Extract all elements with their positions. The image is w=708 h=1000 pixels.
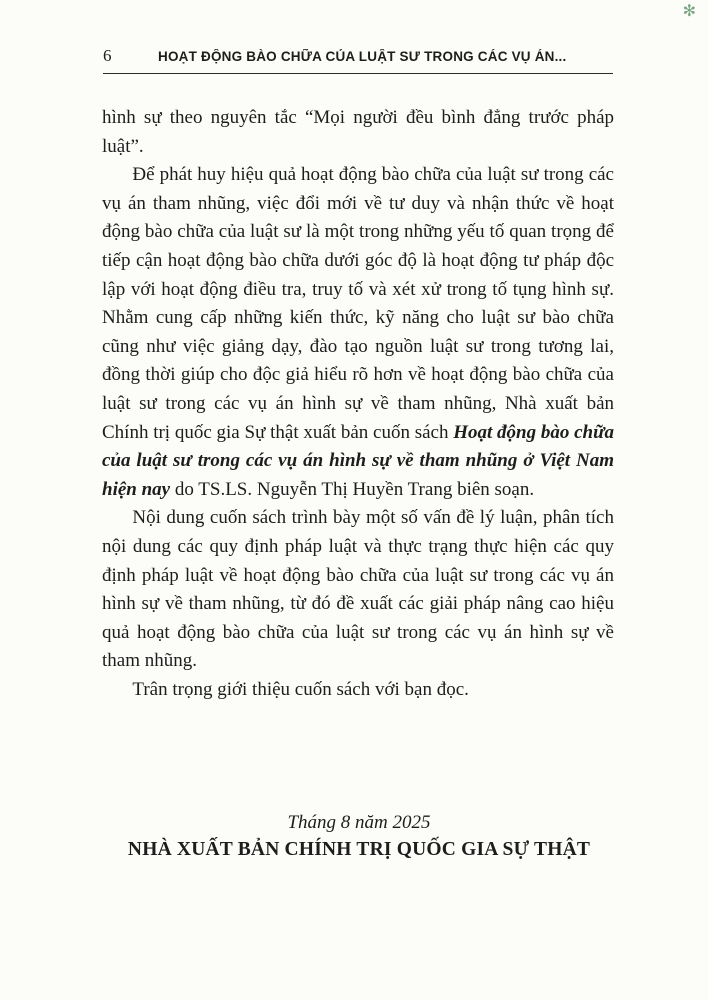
paragraph-text: do TS.LS. Nguyễn Thị Huyền Trang biên soạn. <box>170 478 535 500</box>
publication-date: Tháng 8 năm 2025 <box>287 812 431 833</box>
header-rule <box>103 73 613 74</box>
page-footer <box>103 812 615 861</box>
paragraph-closing: Trân trọng giới thiệu cuốn sách với bạn đọc. <box>132 678 469 700</box>
running-title: HOẠT ĐỘNG BÀO CHỮA CỦA LUẬT SƯ TRONG CÁC VỤ ÁN... <box>158 49 567 64</box>
paragraph-continuation: hình sự theo nguyên tắc “Mọi người đều bình đẳng trước pháp luật”. <box>102 107 614 157</box>
paragraph-text: Để phát huy hiệu quả hoạt động bào chữa của luật sư trong các vụ án tham nhũng, việc đổi mới về tư duy và nhận thức về hoạt động bào chữa của luật sư là một trong những yếu tố quan trọng để tiếp cận hoạt động bào chữa dưới góc độ là hoạt động tư pháp độc lập với hoạt động điều tra, truy tố và xét xử trong tố tụng hình sự. Nhằm cung cấp những kiến thức, kỹ năng cho luật sư bào chữa cũng như việc giảng dạy, đào tạo nguồn luật sư trong tương lai, đồng thời giúp cho độc giả hiểu rõ hơn về hoạt động bào chữa của luật sư trong các vụ án hình sự về tham nhũng, Nhà xuất bản Chính trị quốc gia Sự thật xuất bản cuốn sách <box>102 164 614 443</box>
book-title: Hoạt động bào chữa của luật sư trong các vụ án hình sự về tham nhũng ở Việt Nam hiện nay <box>102 421 614 500</box>
corner-ornament-icon: ✻ <box>682 3 696 20</box>
body-text <box>102 104 614 704</box>
page-header <box>103 46 613 66</box>
paragraph-intro <box>102 161 614 504</box>
page-number: 6 <box>103 46 112 65</box>
publisher-name: NHÀ XUẤT BẢN CHÍNH TRỊ QUỐC GIA SỰ THẬT <box>127 839 591 860</box>
paragraph-summary: Nội dung cuốn sách trình bày một số vấn đề lý luận, phân tích nội dung các quy định pháp luật và thực trạng thực hiện các quy định pháp luật về hoạt động bào chữa của luật sư trong các vụ án hình sự về tham nhũng, từ đó đề xuất các giải pháp nâng cao hiệu quả hoạt động bào chữa của luật sư trong các vụ án hình sự về tham nhũng. <box>102 507 614 672</box>
